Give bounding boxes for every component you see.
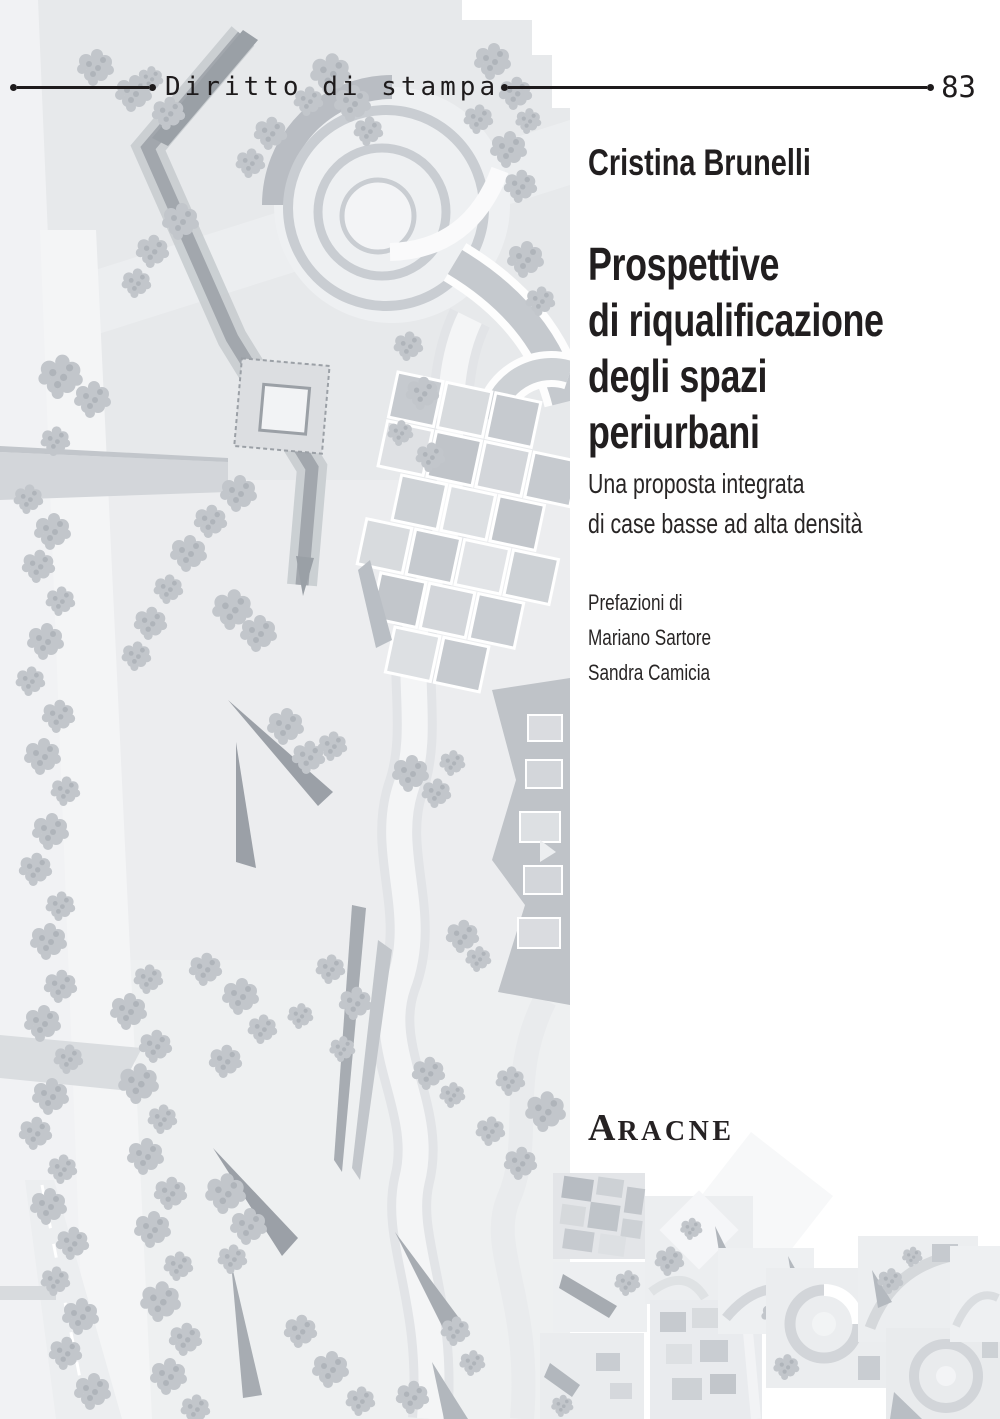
rule-dot-left (10, 84, 17, 91)
publisher-initial: A (588, 1107, 618, 1149)
publisher-logo (588, 1106, 735, 1150)
book-subtitle (588, 464, 862, 544)
preface-line-1: Prefazioni di (588, 590, 683, 615)
series-label: Diritto di stampa (165, 72, 500, 102)
author-name: Cristina Brunelli (588, 142, 811, 183)
title-line-3: degli spazi (588, 350, 768, 402)
book-title (588, 236, 884, 460)
series-number: 83 (941, 70, 976, 104)
title-line-2: di riqualificazione (588, 294, 884, 346)
title-line-4: periurbani (588, 406, 760, 458)
rule-dot-right (927, 84, 934, 91)
rule-segment-middle (508, 86, 927, 89)
subtitle-line-1: Una proposta integrata (588, 468, 805, 499)
subtitle-line-2: di case basse ad alta densità (588, 508, 863, 539)
publisher-rest: RACNE (617, 1116, 735, 1147)
preface-credits (588, 585, 711, 690)
rule-dot-before-label (149, 84, 156, 91)
preface-line-2: Mariano Sartore (588, 625, 712, 650)
preface-line-3: Sandra Camicia (588, 660, 711, 685)
title-line-1: Prospettive (588, 238, 780, 290)
rule-segment-left (17, 86, 149, 89)
rule-dot-after-label (501, 84, 508, 91)
series-header (10, 72, 976, 102)
